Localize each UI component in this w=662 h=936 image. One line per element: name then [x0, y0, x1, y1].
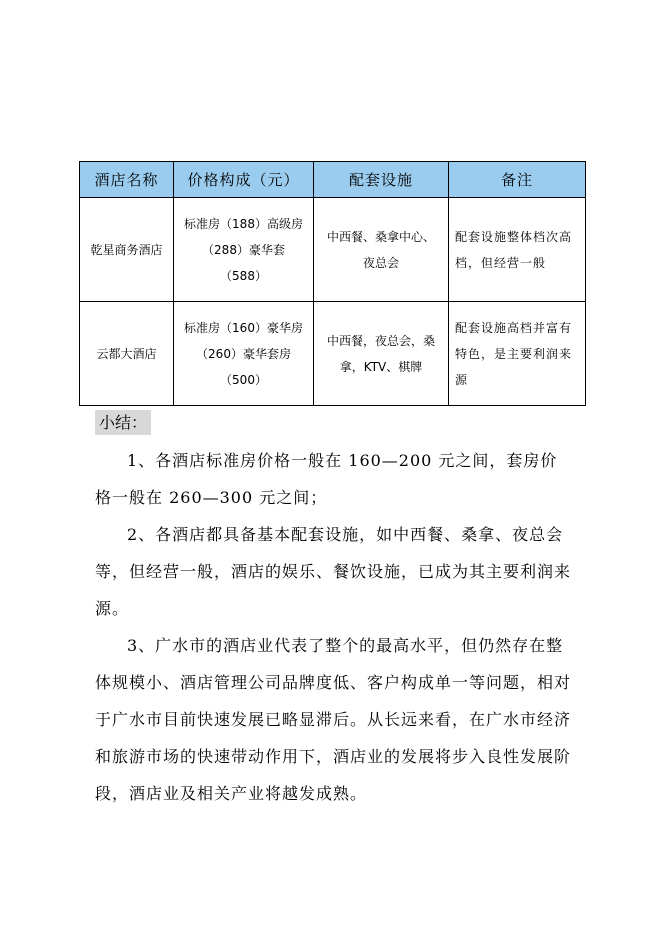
hotel-comparison-table: [79, 161, 586, 406]
header-hotel-name: 酒店名称: [80, 162, 174, 198]
facilities-line: 夜总会: [362, 255, 399, 270]
table-row: [80, 198, 586, 302]
header-price: 价格构成（元）: [174, 162, 314, 198]
summary-label: 小结：: [95, 410, 151, 435]
hotel-name: 乾星商务酒店: [80, 198, 174, 302]
price-line: （260）豪华套房: [196, 346, 291, 361]
header-facilities: 配套设施: [314, 162, 449, 198]
price-line: 标准房（188）高级房: [184, 216, 303, 231]
hotel-name: 云都大酒店: [80, 302, 174, 406]
price-line: （288）豪华套: [202, 242, 285, 257]
facilities-line: 中西餐，夜总会，桑: [326, 333, 435, 348]
price-cell: [174, 198, 314, 302]
summary-body: [95, 442, 573, 812]
price-cell: [174, 302, 314, 406]
facilities-cell: [314, 198, 449, 302]
notes-cell: 配套设施整体档次高档，但经营一般: [449, 198, 586, 302]
price-line: 标准房（160）豪华房: [184, 320, 303, 335]
notes-cell: 配套设施高档并富有特色，是主要利润来源: [449, 302, 586, 406]
facilities-line: 中西餐、桑拿中心、: [326, 229, 435, 244]
header-notes: 备注: [449, 162, 586, 198]
summary-paragraph: 2、各酒店都具备基本配套设施，如中西餐、桑拿、夜总会等，但经营一般，酒店的娱乐、餐饮设施，已成为其主要利润来源。: [95, 525, 572, 618]
facilities-line: 拿，KTV、棋牌: [339, 359, 423, 374]
facilities-cell: [314, 302, 449, 406]
price-line: （588）: [220, 268, 267, 283]
price-line: （500）: [220, 372, 267, 387]
summary-paragraph: 1、各酒店标准房价格一般在 160—200 元之间，套房价格一般在 260—300 元之间；: [95, 451, 558, 507]
table-header-row: [80, 162, 586, 198]
table-row: [80, 302, 586, 406]
summary-paragraph: 3、广水市的酒店业代表了整个的最高水平，但仍然存在整体规模小、酒店管理公司品牌度低、客户构成单一等问题，相对于广水市目前快速发展已略显滞后。从长远来看，在广水市经济和旅游市场的快速带动作用下，酒店业的发展将步入良性发展阶段，酒店业及相关产业将越发成熟。: [95, 636, 572, 803]
